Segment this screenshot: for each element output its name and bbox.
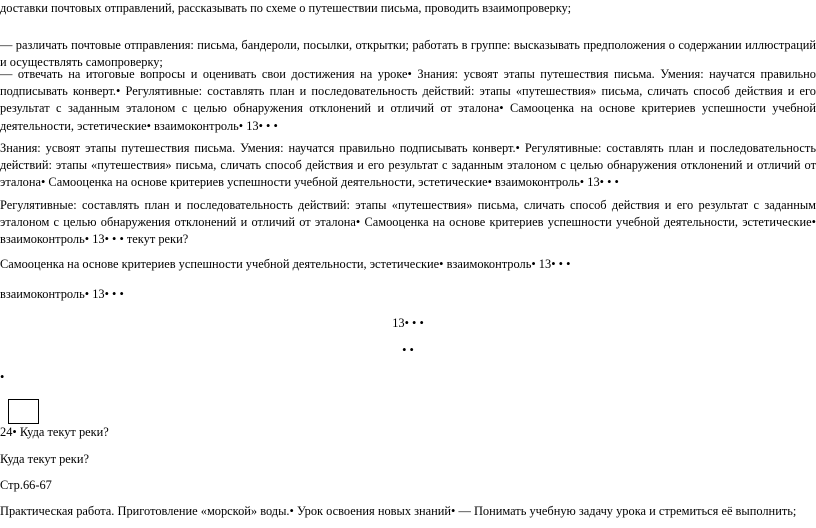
paragraph-1: доставки почтовых отправлений, рассказывать по схеме о путешествии письма, проводить взаимопроверку; (0, 1, 572, 15)
paragraph-12: Куда текут реки? (0, 452, 89, 466)
paragraph-2: — различать почтовые отправления: письма, бандероли, посылки, открытки; работать в группе: высказывать предположения о содержании иллюстраций и осуществлять самопроверку; (0, 38, 816, 70)
paragraph-13: Стр.66-67 (0, 478, 52, 492)
paragraph-14: Практическая работа. Приготовление «морской» воды.• Урок освоения новых знаний• — Понимать учебную задачу урока и стремиться её выполнить; (0, 504, 797, 518)
paragraph-3: — отвечать на итоговые вопросы и оценивать свои достижения на уроке• Знания: усвоят этапы путешествия письма. Умения: научатся правильно подписывать конверт.• Регулятивные: составлять план и последовательность действий: этапы «путешествия» письма, сличать способ действия и его результат с заданным эталоном с целью обнаружения отклонений и отличий от эталона• Самооценка на основе критериев успешности учебной деятельности, эстетические• взаимоконтроль• 13• • • (0, 67, 816, 133)
paragraph-6: Самооценка на основе критериев успешности учебной деятельности, эстетические• взаимоконтроль• 13• • • (0, 257, 571, 271)
paragraph-8: 13• • • (392, 316, 424, 330)
paragraph-5: Регулятивные: составлять план и последовательность действий: этапы «путешествия» письма, сличать способ действия и его результат с заданным эталоном с целью обнаружения отклонений и отличий от эталона• Самооценка на основе критериев успешности учебной деятельности, эстетические• взаимоконтроль• 13• • • текут реки? (0, 198, 816, 247)
paragraph-10: • (0, 370, 5, 384)
empty-box (8, 399, 39, 424)
paragraph-11: 24• Куда текут реки? (0, 425, 109, 439)
paragraph-9: • • (402, 343, 414, 357)
paragraph-4: Знания: усвоят этапы путешествия письма. Умения: научатся правильно подписывать конверт.• Регулятивные: составлять план и последовательность действий: этапы «путешествия» письма, сличать способ действия и его результат с заданным эталоном с целью обнаружения отклонений и отличий от эталона• Самооценка на основе критериев успешности учебной деятельности, эстетические• взаимоконтроль• 13• • • (0, 141, 816, 190)
paragraph-7: взаимоконтроль• 13• • • (0, 287, 124, 301)
